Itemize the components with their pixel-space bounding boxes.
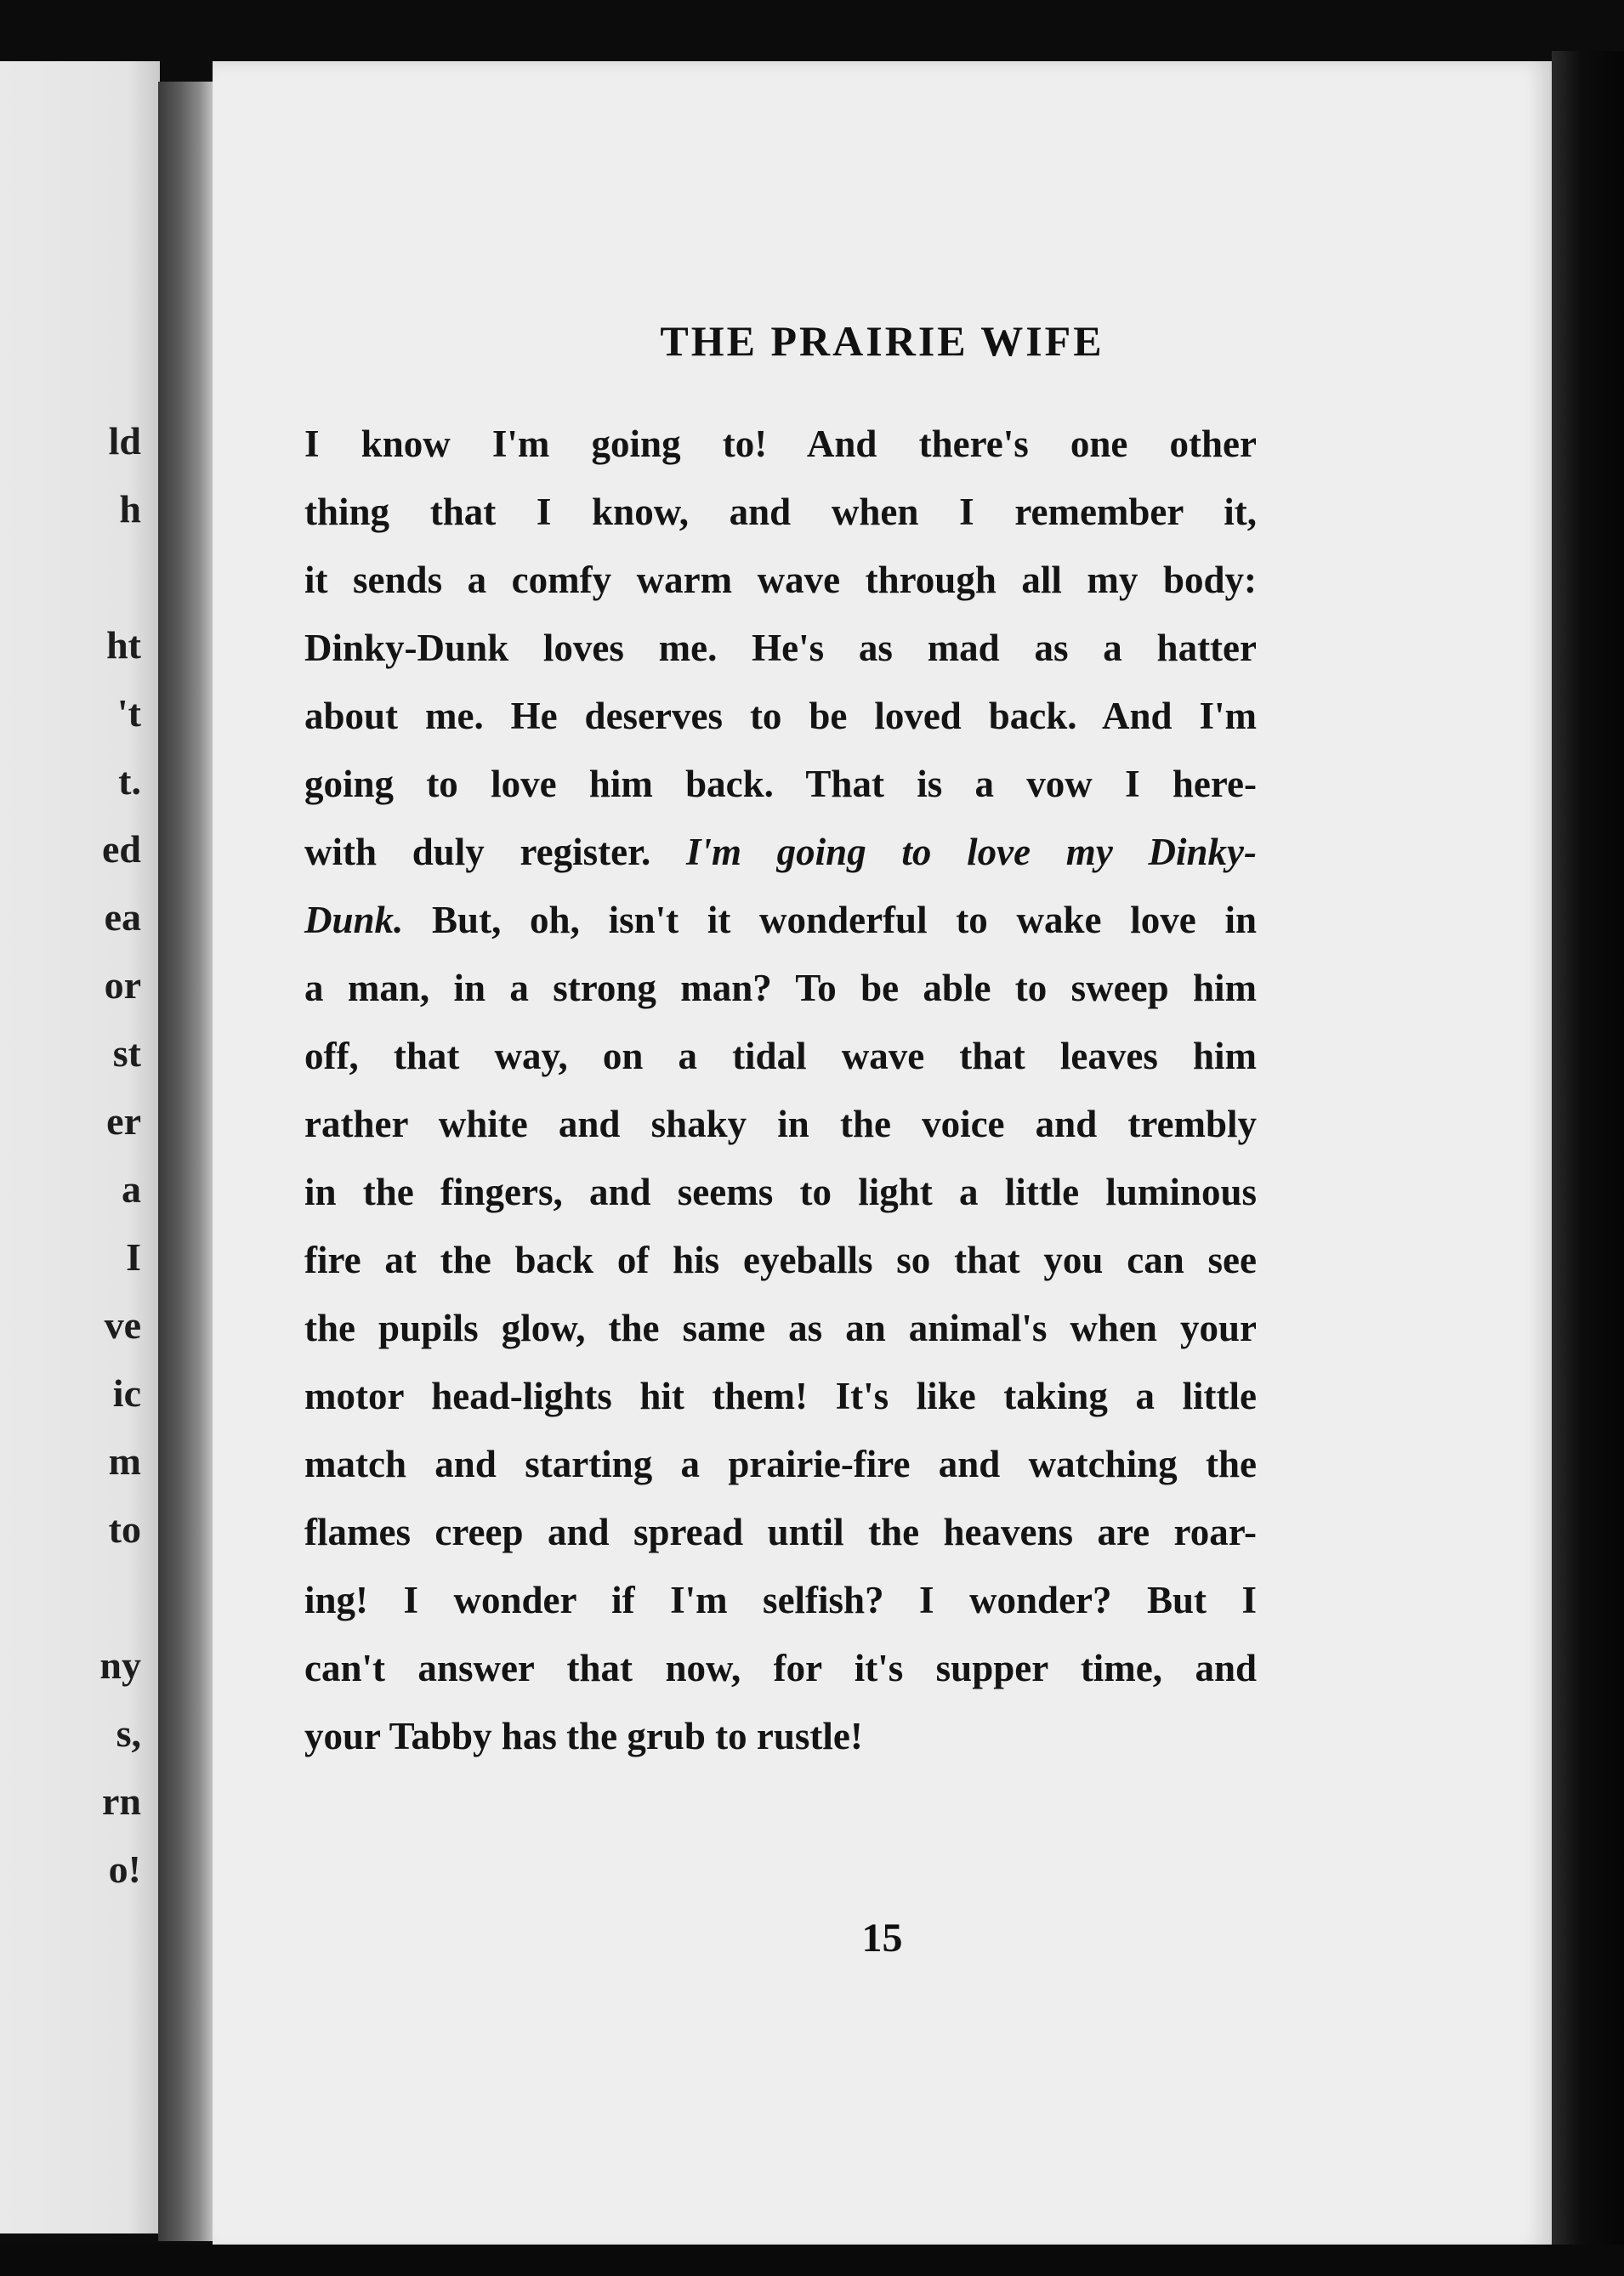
running-head: THE PRAIRIE WIFE bbox=[660, 317, 1104, 365]
fragment-line: rn bbox=[102, 1779, 141, 1823]
fragment-line: ed bbox=[102, 827, 141, 871]
fragment-line: ea bbox=[104, 895, 141, 939]
previous-page-text-fragments bbox=[32, 61, 151, 2233]
fragment-line: h bbox=[119, 487, 141, 531]
fragment-line: m bbox=[108, 1439, 141, 1483]
text-line: match and starting a prairie-fire and watching the bbox=[304, 1443, 1257, 1485]
text-segment: But, oh, isn't it wonderful to wake love in bbox=[403, 899, 1257, 941]
fragment-line: ve bbox=[104, 1303, 141, 1347]
scan-border-bottom bbox=[0, 2245, 1624, 2276]
fragment-line: a bbox=[122, 1167, 141, 1211]
text-line: going to love him back. That is a vow I here- bbox=[304, 763, 1257, 805]
fragment-line: s, bbox=[116, 1711, 141, 1755]
text-line: motor head-lights hit them! It's like taking a little bbox=[304, 1375, 1257, 1417]
text-line: can't answer that now, for it's supper time, and bbox=[304, 1647, 1257, 1689]
text-line: fire at the back of his eyeballs so that you can see bbox=[304, 1239, 1257, 1281]
fragment-line: ht bbox=[106, 623, 141, 667]
text-line: the pupils glow, the same as an animal's when your bbox=[304, 1307, 1257, 1349]
text-line-with-italic bbox=[304, 818, 1257, 886]
text-line: your Tabby has the grub to rustle! bbox=[304, 1715, 863, 1757]
text-line: rather white and shaky in the voice and trembly bbox=[304, 1103, 1257, 1145]
text-line: about me. He deserves to be loved back. And I'm bbox=[304, 695, 1257, 737]
fragment-line: ny bbox=[99, 1643, 141, 1687]
text-line: ing! I wonder if I'm selfish? I wonder? But I bbox=[304, 1579, 1257, 1621]
scan-border-right bbox=[1552, 51, 1624, 2276]
text-line: flames creep and spread until the heavens are roar- bbox=[304, 1511, 1257, 1553]
text-line: in the fingers, and seems to light a little luminous bbox=[304, 1171, 1257, 1213]
text-line: Dinky-Dunk loves me. He's as mad as a hatter bbox=[304, 627, 1257, 669]
fragment-line: ic bbox=[112, 1371, 141, 1415]
fragment-line: er bbox=[106, 1099, 141, 1143]
fragment-line: 't bbox=[116, 691, 141, 735]
text-line: a man, in a strong man? To be able to sweep him bbox=[304, 967, 1257, 1009]
text-line-with-italic bbox=[304, 886, 1257, 954]
fragment-line: or bbox=[104, 963, 141, 1007]
book-page bbox=[213, 61, 1552, 2250]
fragment-line: o! bbox=[108, 1847, 141, 1891]
text-line: off, that way, on a tidal wave that leaves him bbox=[304, 1035, 1257, 1077]
text-line: I know I'm going to! And there's one other bbox=[304, 423, 1257, 465]
italic-emphasis: Dunk. bbox=[304, 899, 404, 941]
book-gutter-shadow bbox=[158, 82, 218, 2241]
previous-page-edge bbox=[0, 61, 160, 2233]
text-line: it sends a comfy warm wave through all my body: bbox=[304, 559, 1257, 601]
fragment-line: ld bbox=[108, 419, 141, 463]
page-number: 15 bbox=[861, 1916, 903, 1961]
fragment-line: t. bbox=[118, 759, 141, 803]
italic-emphasis: I'm going to love my Dinky- bbox=[685, 831, 1257, 873]
text-segment: with duly register. bbox=[304, 831, 686, 873]
text-line: thing that I know, and when I remember it, bbox=[304, 491, 1257, 533]
fragment-line: I bbox=[126, 1235, 141, 1279]
body-text bbox=[304, 410, 1257, 1770]
fragment-line: st bbox=[112, 1031, 141, 1075]
fragment-line: to bbox=[108, 1507, 141, 1551]
